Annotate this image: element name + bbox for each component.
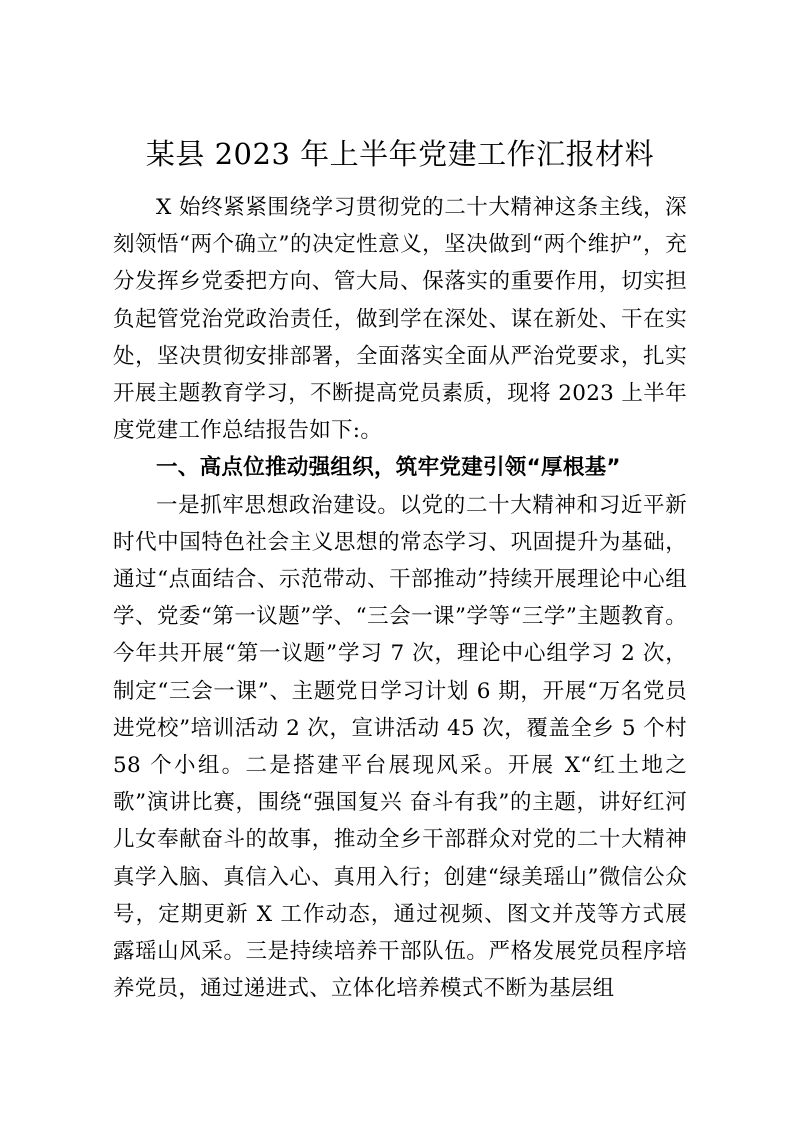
document-title: 某县 2023 年上半年党建工作汇报材料 xyxy=(145,137,655,171)
document-content xyxy=(113,132,687,1007)
section-heading: 一、高点位推动强组织，筑牢党建引领“厚根基” xyxy=(156,455,621,481)
document-body xyxy=(113,189,687,1007)
body-paragraph: X 始终紧紧围绕学习贯彻党的二十大精神这条主线，深刻领悟“两个确立”的决定性意义，坚决做到“两个维护”，充分发挥乡党委把方向、管大局、保落实的重要作用，切实担负起管党治党政治责任，做到学在深处、谋在新处、干在实处，坚决贯彻安排部署，全面落实全面从严治党要求，扎实开展主题教育学习，不断提高党员素质，现将 2023 上半年度党建工作总结报告如下:。 xyxy=(113,195,687,444)
body-paragraph: 一是抓牢思想政治建设。以党的二十大精神和习近平新时代中国特色社会主义思想的常态学习、巩固提升为基础，通过“点面结合、示范带动、干部推动”持续开展理论中心组学、党委“第一议题”学、“三会一课”学等“三学”主题教育。今年共开展“第一议题”学习 7 次，理论中心组学习 2 次，制定“三会一课”、主题党日学习计划 6 期，开展“万名党员进党校”培训活动 2 次，宣讲活动 45 次，覆盖全乡 5 个村 58 个小组。二是搭建平台展现风采。开展 X“红土地之歌”演讲比赛，围绕“强国复兴 奋斗有我”的主题，讲好红河儿女奉献奋斗的故事，推动全乡干部群众对党的二十大精神真学入脑、真信入心、真用入行；创建“绿美瑶山”微信公众号，定期更新 X 工作动态，通过视频、图文并茂等方式展露瑶山风采。三是持续培养干部队伍。严格发展党员程序培养党员，通过递进式、立体化培养模式不断为基层组 xyxy=(113,492,687,1002)
